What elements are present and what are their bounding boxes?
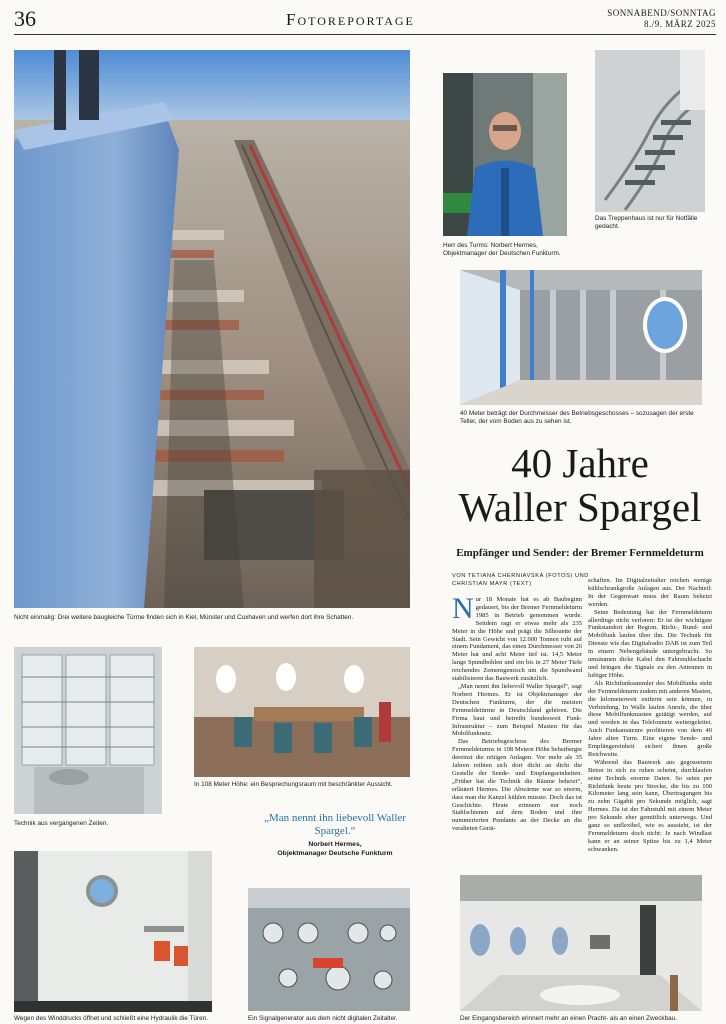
date-line-2: 8./9. MÄRZ 2025 bbox=[643, 19, 716, 29]
caption-deck: 40 Meter beträgt der Durchmesser des Betriebsgeschosses – sozusagen der erste Teller, der vom Boden aus zu sehen ist. bbox=[460, 410, 694, 425]
photo-hydraulic-doors bbox=[14, 851, 212, 1012]
photo-deck bbox=[460, 270, 702, 405]
signal-generator-illustration bbox=[248, 888, 410, 1011]
stairs-illustration bbox=[595, 50, 705, 212]
pull-quote-author-name: Norbert Hermes, bbox=[308, 841, 362, 848]
caption-meeting-room: In 108 Meter Höhe: ein Besprechungsraum mit beschränkter Aussicht. bbox=[194, 781, 393, 788]
col2-paragraph-4: Während das Bauwerk aus gegossenem Beton in sich zu ruhen scheint, durchlaufen seine Technik enorme Daten. So seien per Richtfunk heute pro Strecke, die bis zu 100 Kilometer lang sein kann, Übertragungen bis zu zehn Gigabit pro Sekunde möglich, sagt Hermes. Da ist der Fahrstuhl mit einem Meter pro Sekunde eher gemütlich unterwegs. Und ganz so unflexibel, wie es aussieht, ist der Fernmeldeturm doch nicht: Je nach Windlast kann er an seiner Spitze bis zu 1,4 Meter schwanken. bbox=[588, 758, 712, 853]
photo-meeting-room bbox=[194, 647, 410, 777]
caption-old-tech: Technik aus vergangenen Zeiten. bbox=[14, 820, 109, 827]
col1-paragraph-3: Das Betriebsgeschoss des Bremer Fernmeldeturms in 108 Metern Höhe beherbergte dereinst die nötigen Anlagen. Vor mehr als 35 Jahren reihten sich dort dicht an dicht die Gestelle der Sende- und Empfangseinheiten. „Früher hat die Technik die Räume beheizt“, erläutert Hermes. Die Abwärme war so enorm, dass man die Kanzel kühlen musste. Doch das ist Geschichte. Heute erinnern nur noch Stahlschienen auf dem Boden und ihre nummerierten Pendants an der Decke an die veralteten Gerät- bbox=[452, 738, 582, 833]
caption-entrance: Der Eingangsbereich erinnert mehr an einen Pracht- als an einen Zweckbau. bbox=[460, 1015, 678, 1022]
caption-aerial: Nicht einmalig: Drei weitere baugleiche Türme finden sich in Kiel, Münster und Cuxhaven und werfen dort ihre Schatten. bbox=[14, 614, 354, 621]
photo-aerial-view bbox=[14, 50, 410, 608]
deck-illustration bbox=[460, 270, 702, 405]
photo-entrance bbox=[460, 875, 702, 1011]
meeting-room-illustration bbox=[194, 647, 410, 777]
header-rule bbox=[14, 34, 716, 35]
doors-illustration bbox=[14, 851, 212, 1012]
photo-signal-generator bbox=[248, 888, 410, 1011]
caption-stairs: Das Treppenhaus ist nur für Notfälle gedacht. bbox=[595, 215, 698, 230]
subheadline: Empfänger und Sender: der Bremer Fernmeldeturm bbox=[456, 547, 704, 559]
photo-portrait bbox=[443, 73, 567, 236]
col2-paragraph-1: schaften. Im Digitalzeitalter reichen wenige kühlschrankgroße Anlagen aus. Der Nachteil: In der Gegenwart muss der Raum beheizt werden. bbox=[588, 577, 712, 608]
dropcap: N bbox=[452, 592, 474, 625]
col1-paragraph-1: ur 18 Monate hat es ab Baubeginn gedauert, bis der Bremer Fernmeldeturm 1985 in Betrieb genommen wurde. Seitdem ragt er etwas mehr als 235 Meter in die Höhe und prägt die Silhouette der Stadt. Sein Gewicht von 12.000 Tonnen ruht auf einem Fundament, das einen Durchmesser von 26 Meter hat und acht Meter tief ist. 14,5 Meter lange Spundbohlen und ein bis in 27 Meter Tiefe reichendes Zementgemisch um die Spundwand stabilisieren das Bauwerk zusätzlich. bbox=[452, 596, 582, 683]
entrance-illustration bbox=[460, 875, 702, 1011]
headline-line-1: 40 Jahre bbox=[511, 440, 649, 486]
caption-signal-generator: Ein Signalgenerator aus dem nicht digitalen Zeitalter. bbox=[248, 1015, 398, 1022]
date-line-1: SONNABEND/SONNTAG bbox=[607, 8, 716, 18]
col2-paragraph-3: Als Richtfunksammler des Mobilfunks steht der Fernmeldeturm zudem mit anderen Masten, die kilometerweit entfernt sein können, in Verbindung. In Walle laufen Anrufe, die über diese Mobilfunkmasten getätigt werden, auf und werden in das Telefonnetz weitergeleitet. Auch Funkamateure profitieren von dem 40 Jahre alten Turm. Eine eigene Sende- und Empfängereinheit sichert ihnen große Reichweite. bbox=[588, 679, 712, 758]
col2-paragraph-2: Seine Bedeutung hat der Fernmeldeturm allerdings nicht verloren: Er ist der wichtigste Funkstandort der Region. Richt-, Rund- und Mobilfunk laufen über ihn. Die Technik für Dienste wie das Digitalradio DAB ist zum Teil in einem Nebengebäude untergebracht. So umsäumen dicke Kabel den Fahrstuhlschacht und bringen die Signale zu den Antennen in luftiger Höhe. bbox=[588, 608, 712, 679]
col1-paragraph-2: „Man nennt ihn liebevoll Waller Spargel“, sagt Norbert Hermes. Er ist Objektmanager der Deutschen Funkturm, der die meisten Fernmeldetürme in Deutschland gehören. Die Firma baut und betreibt bundesweit Funk-Infrastruktur – zum Beispiel Masten für das Mobilfunknetz. bbox=[452, 682, 582, 738]
pull-quote-author-role: Objektmanager Deutsche Funkturm bbox=[277, 849, 393, 857]
section-title: Fotoreportage bbox=[286, 10, 415, 29]
issue-date bbox=[607, 8, 716, 30]
old-tech-illustration bbox=[14, 647, 162, 814]
pull-quote bbox=[250, 812, 420, 858]
caption-doors: Wegen des Winddrucks öffnet und schließt eine Hydraulik die Türen. bbox=[14, 1015, 208, 1022]
portrait-illustration bbox=[443, 73, 567, 236]
pull-quote-author bbox=[250, 841, 420, 858]
page-number: 36 bbox=[14, 6, 36, 31]
caption-portrait: Herr des Turms: Norbert Hermes, Objektmanager der Deutschen Funkturm. bbox=[443, 242, 561, 257]
pull-quote-text: „Man nennt ihn liebevoll Waller Spargel.“ bbox=[264, 812, 406, 837]
aerial-illustration bbox=[14, 50, 410, 608]
headline-line-2: Waller Spargel bbox=[458, 484, 702, 530]
photo-old-technology bbox=[14, 647, 162, 814]
photo-stairs bbox=[595, 50, 705, 212]
byline: VON TETIANA CHERNIAVSKA (FOTOS) UND CHRISTIAN MAYR (TEXT) bbox=[452, 573, 589, 587]
